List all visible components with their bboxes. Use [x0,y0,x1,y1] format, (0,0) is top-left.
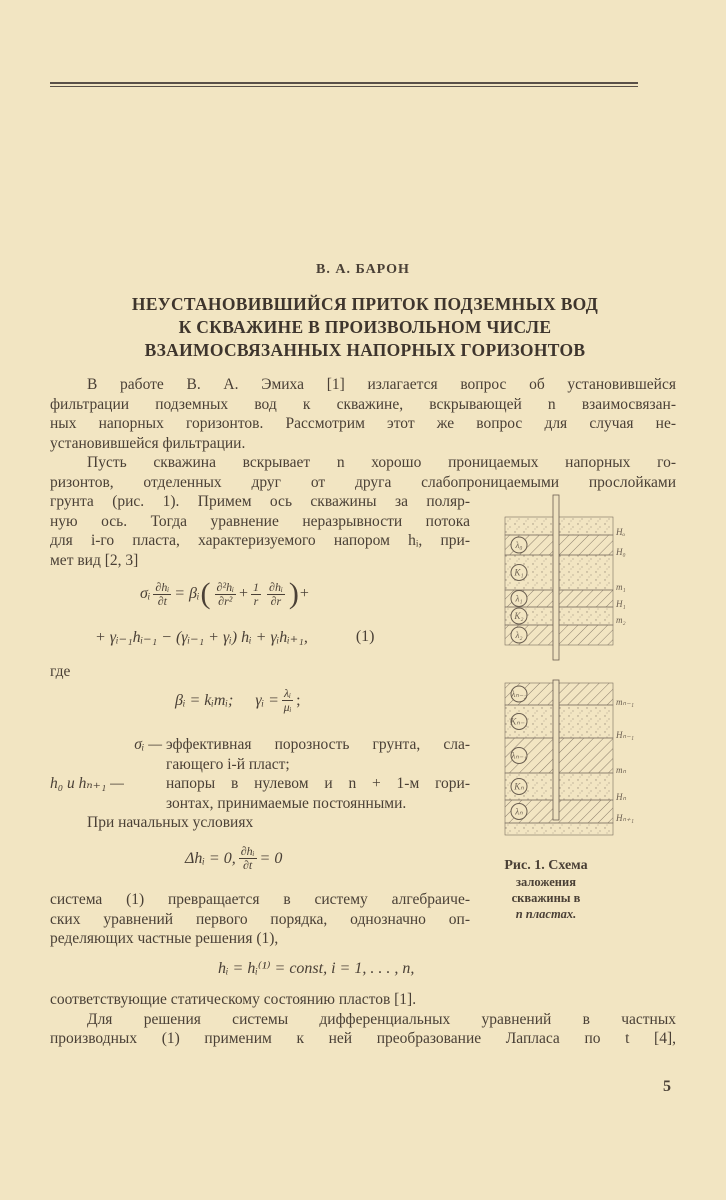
text-line: гающего i-й пласт; [166,755,290,773]
text-line: ную ось. Тогда уравнение неразрывности потока [50,512,470,530]
text-line: Для решения системы дифференциальных уравнений в частных [87,1010,676,1028]
layer-marker-label: K₂ [514,611,524,621]
def-symbol: σᵢ — [134,736,162,753]
layer-label: mₙ [616,765,627,775]
eq-term: = βᵢ [174,585,200,602]
layer-marker-label: K₁ [514,567,524,578]
caption-line: Рис. 1. Схема [504,858,588,873]
article-title [60,293,670,362]
text-line: ределяющих частные решения (1), [50,930,279,947]
layer-marker-label: Kₙ₋₁ [510,716,528,727]
figure-caption [480,858,612,922]
where-label [50,662,70,682]
layer-label: Hₙ₋₁ [616,730,634,740]
layer-marker-label: λ₀ [515,540,523,550]
text-line: напоры в нулевом и n + 1-м гори- [166,775,470,792]
fraction: $\frac{\text{∂hᵢ}}{\partial r}$ [269,579,283,608]
text-line: ризонтов, отделенных друг от друга слабопроницаемыми прослойками [50,473,676,491]
text-line: ских уравнений первого порядка, однозначно оп- [50,910,470,928]
caption-line: n пластах. [515,907,577,921]
author: В. А. БАРОН [316,262,410,277]
text-line: При начальных условиях [87,814,254,831]
def-symbol: h₀ и hₙ₊₁ — [50,775,124,792]
text-line: ных напорных горизонтов. Рассмотрим этот же вопрос для случая не- [50,415,676,432]
fraction: $\frac{\text{∂²hᵢ}}{\text{∂r²}}$ [216,579,234,608]
page-number: 5 [663,1078,671,1095]
eq-term: Δhᵢ = 0, [185,849,236,867]
eq-term: σᵢ [140,585,151,602]
layer-label: Hₙ₊₁ [616,813,634,823]
header-rule-bottom [50,86,638,87]
equation-1-line-2 [95,627,374,647]
paragraph-4 [50,990,676,1049]
text-line: где [50,663,71,680]
well-scheme-figure [495,490,645,840]
text-line: эффективная порозность грунта, сла- [166,736,470,753]
text-line: мет вид [2, 3] [50,551,139,569]
layer-marker-label: λ₁ [515,593,523,604]
text-line: установившейся фильтрации. [50,434,246,452]
title-line: НЕУСТАНОВИВШИЙСЯ ПРИТОК ПОДЗЕМНЫХ ВОД [131,294,599,314]
fraction: $\frac{\text{λᵢ}}{\text{μᵢ}}$ [283,686,292,714]
eq-term: hᵢ = hᵢ⁽¹⁾ = const, i = 1, . . . , n, [218,960,415,977]
fraction: $\frac{1}{r}$ [253,579,260,608]
caption-line: заложения [516,875,576,889]
eq-term: + γᵢ₋₁hᵢ₋₁ − (γᵢ₋₁ + γᵢ) hᵢ + γᵢhᵢ₊₁, [95,629,308,646]
layer-label: m₁ [616,582,626,592]
layer-label: mₙ₋₁ [616,697,634,707]
layer-label: m₂ [616,615,626,625]
aquifer-layer [505,823,613,835]
text-line: зонтах, принимаемые постоянными. [166,794,407,812]
equation-3 [185,845,282,872]
eq-term: γᵢ = [255,691,279,709]
eq-term: = 0 [259,849,283,867]
definitions [50,735,470,833]
well-casing [553,495,559,660]
fraction: $\frac{\text{∂hᵢ}}{\partial t}$ [240,844,255,872]
equation-4 [218,958,414,978]
layer-label: Hₒ [616,527,626,537]
layer-label: Hₙ [616,792,627,802]
fraction: $\frac{\text{∂hᵢ}}{\partial t}$ [155,579,170,608]
text-line: соответствующие статическому состоянию пластов [1]. [50,991,417,1008]
text-line: для i-го пласта, характеризуемого напором hᵢ, при- [50,532,470,549]
title-line: ВЗАИМОСВЯЗАННЫХ НАПОРНЫХ ГОРИЗОНТОВ [144,340,586,360]
equation-1-line-1: σᵢ $\frac{\text{∂hᵢ}}{\partial t}$ = βᵢ ( $\frac{\text{∂²hᵢ}}{\text{∂r²}}$ + $\frac{1}{r}$ $\frac{\text{∂hᵢ}}{\partial r}$ ) + [140,577,309,610]
layer-marker-label: λ₂ [515,630,523,640]
layer-marker-label: λₙ₋₁ [511,750,527,761]
caption-line: скважины в [511,891,581,905]
eq-term: βᵢ = kᵢmᵢ; [175,691,234,709]
layer-label: H₀ [616,547,626,557]
well-casing [553,680,559,820]
text-line: грунта (рис. 1). Примем ось скважины за поляр- [50,493,470,510]
layer-marker-label: λₙ [515,806,523,817]
equation-number: (1) [355,628,375,645]
text-line: производных (1) применим к ней преобразование Лапласа по t [4], [50,1030,676,1047]
text-line: Пусть скважина вскрывает n хорошо проницаемых напорных го- [87,454,676,471]
layer-label: H₁ [616,599,626,609]
equation-2: βᵢ = kᵢmᵢ; γᵢ = $\frac{\text{λᵢ}}{\text{μᵢ}}$ ; [175,686,301,714]
text-line: В работе В. А. Эмиха [1] излагается вопрос об установившейся [87,376,676,393]
text-line: фильтрации подземных вод к скважине, вскрывающей n взаимосвязан- [50,395,676,413]
paragraph-3 [50,890,470,949]
layer-marker-label: Kₙ [514,781,524,792]
title-line: К СКВАЖИНЕ В ПРОИЗВОЛЬНОМ ЧИСЛЕ [178,317,552,337]
text-line: система (1) превращается в систему алгебраиче- [50,891,470,908]
layer-marker-label: λₙ₋₂ [511,689,527,699]
header-rule-top [50,82,638,84]
